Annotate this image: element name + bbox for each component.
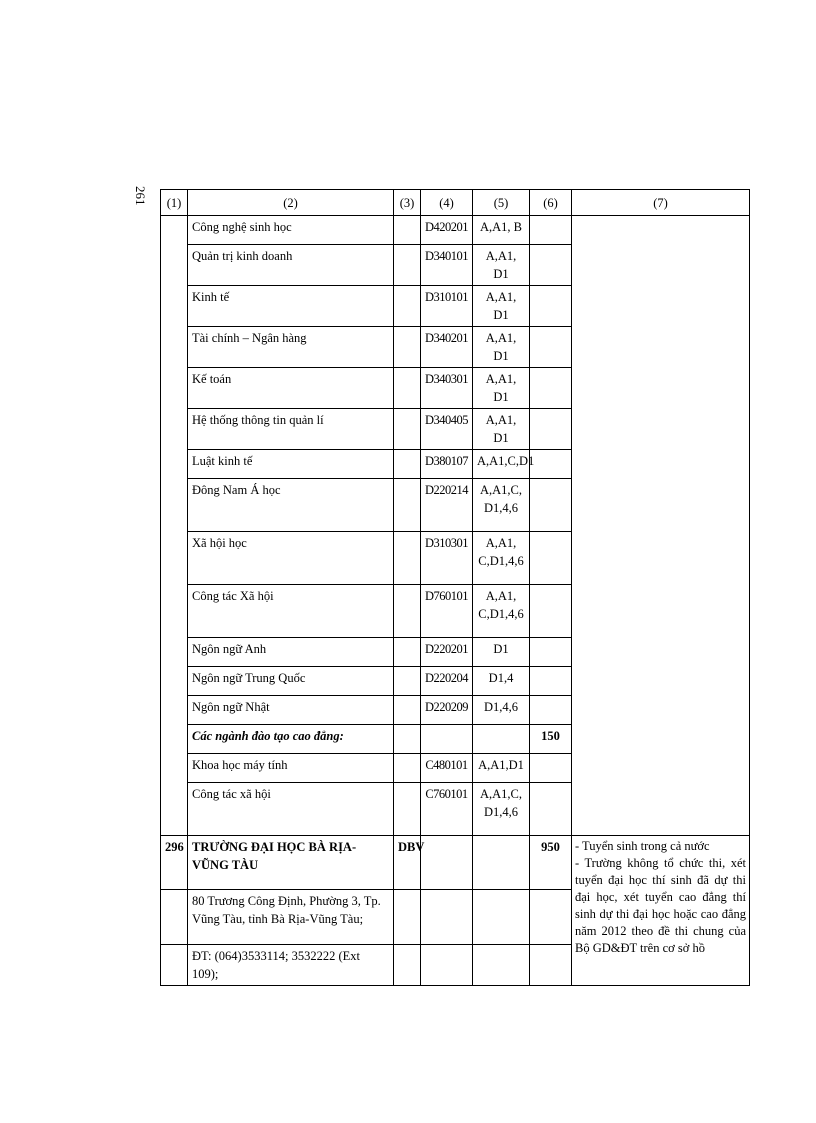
school-number: 296 bbox=[161, 836, 188, 890]
quota-cell bbox=[530, 754, 572, 783]
school-address: 80 Trương Công Định, Phường 3, Tp. Vũng Tàu, tỉnh Bà Rịa-Vũng Tàu; bbox=[188, 890, 394, 945]
major-code: C480101 bbox=[421, 754, 473, 783]
quota-cell bbox=[530, 286, 572, 327]
quota-cell bbox=[530, 945, 572, 986]
exam-subjects: A,A1, D1 bbox=[473, 245, 530, 286]
major-code-cell bbox=[421, 945, 473, 986]
college-quota: 150 bbox=[530, 725, 572, 754]
school-code-cell bbox=[394, 245, 421, 286]
major-name: Kinh tế bbox=[188, 286, 394, 327]
major-name: Công tác xã hội bbox=[188, 783, 394, 836]
col-header-5: (5) bbox=[473, 190, 530, 216]
exam-subjects: A,A1, D1 bbox=[473, 368, 530, 409]
exam-subjects: A,A1,C,D1 bbox=[473, 450, 530, 479]
major-code: D310101 bbox=[421, 286, 473, 327]
major-code: D760101 bbox=[421, 585, 473, 638]
school-code-cell bbox=[394, 216, 421, 245]
quota-cell bbox=[530, 532, 572, 585]
school-code-cell bbox=[394, 479, 421, 532]
major-name: Tài chính – Ngân hàng bbox=[188, 327, 394, 368]
exam-subjects: A,A1, C,D1,4,6 bbox=[473, 585, 530, 638]
school-code-cell bbox=[394, 696, 421, 725]
school-code-cell bbox=[394, 667, 421, 696]
exam-subjects: A,A1,C, D1,4,6 bbox=[473, 479, 530, 532]
quota-cell bbox=[530, 638, 572, 667]
major-code: D220204 bbox=[421, 667, 473, 696]
col-header-1: (1) bbox=[161, 190, 188, 216]
major-name: Ngôn ngữ Nhật bbox=[188, 696, 394, 725]
col-header-4: (4) bbox=[421, 190, 473, 216]
school-notes-text: - Tuyển sinh trong cả nước - Trường không tổ chức thi, xét tuyển đại học thí sinh đã dự thi đại học, xét tuyển cao đẳng thí sinh dự thi đại học hoặc cao đẳng năm 2012 theo đề thi chung của Bộ GD&ĐT trên cơ sở hồ bbox=[575, 839, 746, 955]
exam-subjects: D1,4 bbox=[473, 667, 530, 696]
quota-cell bbox=[530, 667, 572, 696]
col-header-2: (2) bbox=[188, 190, 394, 216]
quota-cell bbox=[530, 585, 572, 638]
school-code-cell bbox=[394, 945, 421, 986]
school-quota: 950 bbox=[530, 836, 572, 890]
major-name: Hệ thống thông tin quản lí bbox=[188, 409, 394, 450]
major-name: Đông Nam Á học bbox=[188, 479, 394, 532]
major-name: Khoa học máy tính bbox=[188, 754, 394, 783]
exam-subjects-cell bbox=[473, 890, 530, 945]
table-row bbox=[161, 216, 750, 245]
exam-subjects: A,A1, D1 bbox=[473, 286, 530, 327]
major-code: D340405 bbox=[421, 409, 473, 450]
school-code: DBV bbox=[394, 836, 421, 890]
col-header-6: (6) bbox=[530, 190, 572, 216]
quota-cell bbox=[530, 890, 572, 945]
quota-cell bbox=[530, 696, 572, 725]
col-header-7: (7) bbox=[572, 190, 750, 216]
school-code-cell bbox=[394, 754, 421, 783]
major-code: D310301 bbox=[421, 532, 473, 585]
exam-subjects-cell bbox=[473, 945, 530, 986]
exam-subjects-cell bbox=[473, 836, 530, 890]
quota-cell bbox=[530, 216, 572, 245]
school-code-cell bbox=[394, 638, 421, 667]
admissions-table bbox=[160, 189, 750, 836]
exam-subjects: A,A1, D1 bbox=[473, 409, 530, 450]
major-code-cell bbox=[421, 836, 473, 890]
school-code-cell bbox=[394, 532, 421, 585]
major-name: Xã hội học bbox=[188, 532, 394, 585]
quota-cell bbox=[530, 368, 572, 409]
school-code-cell bbox=[394, 286, 421, 327]
school-number-cell bbox=[161, 945, 188, 986]
school-code-cell bbox=[394, 409, 421, 450]
admissions-table-sheet bbox=[160, 189, 749, 981]
exam-subjects: D1 bbox=[473, 638, 530, 667]
quota-cell bbox=[530, 479, 572, 532]
school-code-cell bbox=[394, 327, 421, 368]
school-code-cell bbox=[394, 450, 421, 479]
school-code-cell bbox=[394, 783, 421, 836]
exam-subjects: A,A1,C, D1,4,6 bbox=[473, 783, 530, 836]
major-code: D220209 bbox=[421, 696, 473, 725]
major-name: Ngôn ngữ Anh bbox=[188, 638, 394, 667]
quota-cell bbox=[530, 783, 572, 836]
exam-subjects: D1,4,6 bbox=[473, 696, 530, 725]
school-row bbox=[161, 836, 750, 890]
school-code-cell bbox=[394, 890, 421, 945]
major-code: D420201 bbox=[421, 216, 473, 245]
school-code-cell bbox=[394, 585, 421, 638]
major-code: D220214 bbox=[421, 479, 473, 532]
page-number: 261 bbox=[133, 186, 148, 206]
group-number-cell bbox=[161, 216, 188, 836]
school-number-cell bbox=[161, 890, 188, 945]
exam-subjects: A,A1, D1 bbox=[473, 327, 530, 368]
major-name: Công tác Xã hội bbox=[188, 585, 394, 638]
school-name: TRƯỜNG ĐẠI HỌC BÀ RỊA-VŨNG TÀU bbox=[188, 836, 394, 890]
major-name: Ngôn ngữ Trung Quốc bbox=[188, 667, 394, 696]
quota-cell bbox=[530, 327, 572, 368]
school-table bbox=[160, 835, 750, 986]
quota-cell bbox=[530, 450, 572, 479]
school-phone: ĐT: (064)3533114; 3532222 (Ext 109); bbox=[188, 945, 394, 986]
school-code-cell bbox=[394, 368, 421, 409]
exam-subjects: A,A1,D1 bbox=[473, 754, 530, 783]
school-notes bbox=[572, 836, 750, 986]
major-name: Quản trị kinh doanh bbox=[188, 245, 394, 286]
major-code: D340101 bbox=[421, 245, 473, 286]
major-code: D220201 bbox=[421, 638, 473, 667]
quota-cell bbox=[530, 409, 572, 450]
major-code: C760101 bbox=[421, 783, 473, 836]
school-code-cell bbox=[394, 725, 421, 754]
major-name: Luật kinh tế bbox=[188, 450, 394, 479]
exam-subjects-cell bbox=[473, 725, 530, 754]
major-code: D380107 bbox=[421, 450, 473, 479]
major-name: Công nghệ sinh học bbox=[188, 216, 394, 245]
notes-cell bbox=[572, 216, 750, 836]
major-code-cell bbox=[421, 725, 473, 754]
col-header-3: (3) bbox=[394, 190, 421, 216]
major-code: D340201 bbox=[421, 327, 473, 368]
college-heading: Các ngành đào tạo cao đẳng: bbox=[188, 725, 394, 754]
exam-subjects: A,A1, B bbox=[473, 216, 530, 245]
quota-cell bbox=[530, 245, 572, 286]
header-row bbox=[161, 190, 750, 216]
exam-subjects: A,A1, C,D1,4,6 bbox=[473, 532, 530, 585]
major-code-cell bbox=[421, 890, 473, 945]
major-name: Kế toán bbox=[188, 368, 394, 409]
major-code: D340301 bbox=[421, 368, 473, 409]
